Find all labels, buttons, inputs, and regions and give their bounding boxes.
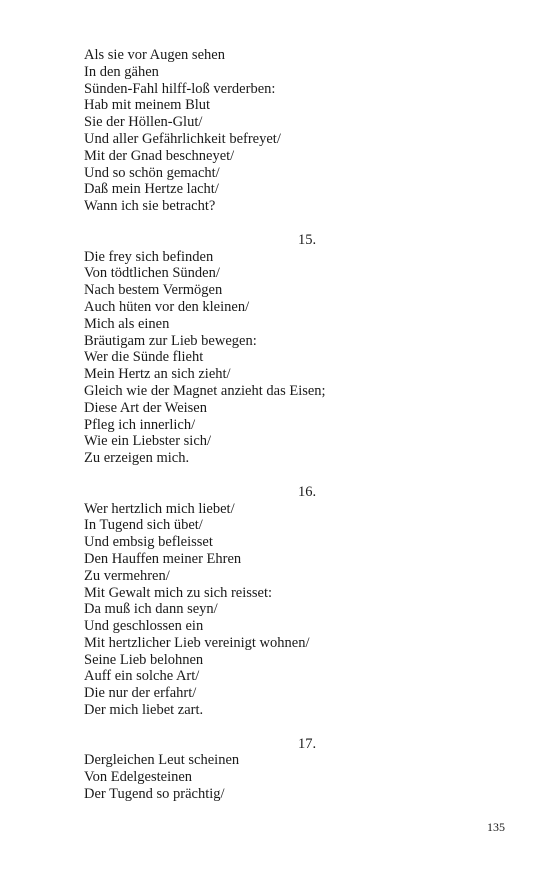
verse-line: Von Edelgesteinen bbox=[84, 769, 193, 786]
stanza-number-text: 17. bbox=[297, 735, 317, 752]
verse-line: Sie der Höllen-Glut/ bbox=[84, 114, 203, 131]
verse-line: Mit Gewalt mich zu sich reisset: bbox=[84, 584, 273, 601]
verse-line: Gleich wie der Magnet anzieht das Eisen; bbox=[84, 382, 326, 399]
verse-line: Pfleg ich innerlich/ bbox=[84, 416, 196, 433]
verse-line: In den gähen bbox=[84, 63, 159, 80]
verse-line: Von tödtlichen Sünden/ bbox=[84, 265, 220, 282]
verse-line: Dergleichen Leut scheinen bbox=[84, 752, 240, 769]
verse-line: Sünden-Fahl hilff-loß verderben: bbox=[84, 80, 276, 97]
verse-line: Bräutigam zur Lieb bewegen: bbox=[84, 332, 257, 349]
verse-line: Mich als einen bbox=[84, 315, 170, 332]
verse-line: Da muß ich dann seyn/ bbox=[84, 601, 218, 618]
verse-line: Seine Lieb belohnen bbox=[84, 651, 204, 668]
poem-text bbox=[84, 47, 524, 803]
stanza-number-text: 16. bbox=[297, 483, 317, 500]
verse-line: Als sie vor Augen sehen bbox=[84, 47, 225, 63]
verse-line: Nach bestem Vermögen bbox=[84, 282, 223, 299]
verse-line: Mit hertzlicher Lieb vereinigt wohnen/ bbox=[84, 634, 310, 651]
verse-line: Und geschlossen ein bbox=[84, 618, 204, 635]
verse-line: Zu erzeigen mich. bbox=[84, 450, 190, 467]
verse-line: Und aller Gefährlichkeit befreyet/ bbox=[84, 130, 281, 147]
verse-line: Mein Hertz an sich zieht/ bbox=[84, 366, 231, 383]
verse-line: Hab mit meinem Blut bbox=[84, 97, 211, 114]
page-number: 135 bbox=[487, 820, 505, 834]
verse-line: Mit der Gnad beschneyet/ bbox=[84, 147, 235, 164]
stanza-16 bbox=[84, 484, 524, 719]
stanza-14-continuation bbox=[84, 47, 524, 215]
verse-line: Der mich liebet zart. bbox=[84, 702, 204, 719]
stanza-number bbox=[84, 232, 514, 249]
stanza-17 bbox=[84, 736, 524, 803]
verse-line: Auff ein solche Art/ bbox=[84, 668, 200, 685]
stanza-number-text: 15. bbox=[297, 231, 317, 248]
verse-line: Wer die Sünde flieht bbox=[84, 349, 204, 366]
verse-line: Zu vermehren/ bbox=[84, 567, 170, 584]
verse-line: Wann ich sie betracht? bbox=[84, 198, 216, 215]
verse-line: Der Tugend so prächtig/ bbox=[84, 786, 225, 803]
verse-line: Und so schön gemacht/ bbox=[84, 164, 220, 181]
verse-line: Die frey sich befinden bbox=[84, 248, 214, 265]
verse-line: Diese Art der Weisen bbox=[84, 399, 207, 416]
stanza-number bbox=[84, 736, 514, 753]
stanza-15 bbox=[84, 232, 524, 467]
verse-line: Und embsig befleisset bbox=[84, 534, 213, 551]
verse-line: Daß mein Hertze lacht/ bbox=[84, 181, 219, 198]
verse-line: Wer hertzlich mich liebet/ bbox=[84, 500, 235, 517]
verse-line: Die nur der erfahrt/ bbox=[84, 685, 197, 702]
verse-line: Auch hüten vor den kleinen/ bbox=[84, 298, 250, 315]
verse-line: Wie ein Liebster sich/ bbox=[84, 433, 212, 450]
verse-line: Den Hauffen meiner Ehren bbox=[84, 550, 242, 567]
stanza-number bbox=[84, 484, 514, 501]
verse-line: In Tugend sich übet/ bbox=[84, 517, 203, 534]
